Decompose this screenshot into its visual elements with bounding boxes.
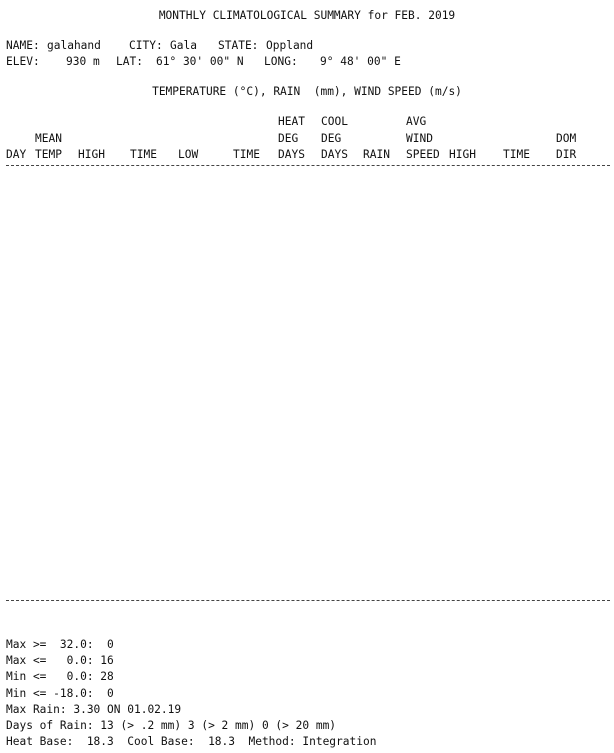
report-title: MONTHLY CLIMATOLOGICAL SUMMARY for FEB. 2019 — [158, 9, 456, 22]
column-header-low-time: TIME — [233, 148, 260, 161]
column-header-rain: RAIN — [363, 148, 390, 161]
summary-line: Heat Base: 18.3 Cool Base: 18.3 Method: Integration — [6, 735, 377, 749]
long-label: LONG: — [264, 55, 298, 68]
elev-label: ELEV: — [6, 55, 40, 68]
lat-value: 61° 30' 00" N — [156, 55, 244, 68]
column-header-avg-wind-speed: SPEED — [406, 148, 440, 161]
column-header-low-temp: LOW — [178, 148, 199, 161]
column-header-heat-deg-days: DEG — [278, 131, 299, 145]
column-header-avg-wind-speed: AVG — [406, 115, 427, 128]
summary-line: Max Rain: 3.30 ON 01.02.19 — [6, 702, 182, 716]
name-label: NAME: — [6, 39, 40, 52]
state-value: Oppland — [266, 39, 314, 52]
column-header-dom-dir: DOM — [556, 131, 577, 145]
column-header-mean-temp: TEMP — [35, 148, 62, 161]
state-label: STATE: — [218, 39, 259, 52]
city-value: Gala — [170, 39, 197, 52]
column-header-avg-wind-speed: WIND — [406, 131, 433, 145]
column-header-high-temp: HIGH — [78, 148, 105, 161]
station-name: galahand — [47, 39, 101, 52]
column-header-cool-deg-days: DAYS — [321, 148, 348, 161]
summary-line: Min <= 0.0: 28 — [6, 670, 114, 684]
long-value: 9° 48' 00" E — [320, 55, 401, 68]
summary-line: Days of Rain: 13 (> .2 mm) 3 (> 2 mm) 0 (> 20 mm) — [6, 719, 337, 732]
column-header-heat-deg-days: HEAT — [278, 115, 305, 128]
column-header-wind-high-time: TIME — [503, 148, 530, 161]
header-separator — [6, 165, 610, 166]
lat-label: LAT: — [116, 55, 143, 68]
summary-line: Max <= 0.0: 16 — [6, 654, 114, 668]
totals-separator — [6, 600, 610, 601]
column-header-day: DAY — [6, 148, 27, 161]
summary-line: Max >= 32.0: 0 — [6, 638, 114, 651]
location-line — [6, 54, 401, 71]
column-header-heat-deg-days: DAYS — [278, 148, 305, 161]
column-header-cool-deg-days: COOL — [321, 115, 348, 128]
station-line — [6, 38, 314, 55]
column-header-cool-deg-days: DEG — [321, 131, 342, 145]
column-header-dom-dir: DIR — [556, 148, 577, 161]
column-header-wind-high: HIGH — [449, 148, 476, 161]
units-heading: TEMPERATURE (°C), RAIN (mm), WIND SPEED (m/s) — [152, 85, 462, 98]
city-label: CITY: — [129, 39, 163, 52]
elev-value: 930 m — [66, 55, 100, 68]
column-header-high-time: TIME — [130, 148, 157, 161]
column-header-mean-temp: MEAN — [35, 131, 62, 145]
summary-line: Min <= -18.0: 0 — [6, 686, 114, 700]
